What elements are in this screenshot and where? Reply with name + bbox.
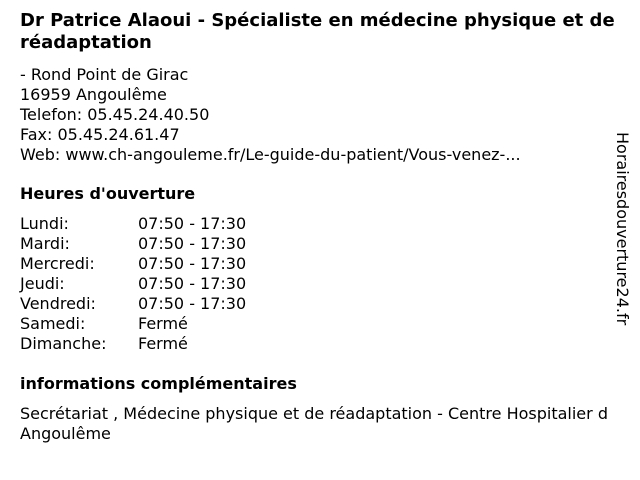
hours-row-wednesday — [20, 254, 246, 274]
hours-day: Lundi: — [20, 214, 69, 233]
hours-day: Mardi: — [20, 234, 70, 253]
hours-heading: Heures d'ouverture — [20, 184, 196, 203]
address-city: 16959 Angoulême — [20, 85, 167, 104]
info-heading: informations complémentaires — [20, 374, 297, 393]
hours-day: Samedi: — [20, 314, 86, 333]
info-text: Secrétariat , Médecine physique et de réadaptation - Centre Hospitalier d Angoulême — [20, 404, 608, 443]
fax-line: Fax: 05.45.24.61.47 — [20, 125, 180, 144]
hours-row-sunday — [20, 334, 246, 354]
hours-time: Fermé — [138, 314, 188, 333]
hours-time: 07:50 - 17:30 — [138, 234, 247, 253]
hours-time: 07:50 - 17:30 — [138, 214, 247, 233]
page-title: Dr Patrice Alaoui - Spécialiste en médecine physique et de réadaptation — [20, 10, 615, 53]
web-link[interactable]: Web: www.ch-angouleme.fr/Le-guide-du-patient/Vous-venez-... — [20, 145, 521, 164]
address-street: - Rond Point de Girac — [20, 65, 189, 84]
hours-row-saturday — [20, 314, 246, 334]
hours-time: 07:50 - 17:30 — [138, 294, 247, 313]
hours-day: Jeudi: — [20, 274, 65, 293]
watermark: Horairesdouverture24.fr — [613, 132, 632, 326]
address-block — [20, 65, 521, 165]
telefon-line: Telefon: 05.45.24.40.50 — [20, 105, 210, 124]
hours-day: Mercredi: — [20, 254, 95, 273]
hours-time: 07:50 - 17:30 — [138, 274, 247, 293]
hours-row-thursday — [20, 274, 246, 294]
hours-time: Fermé — [138, 334, 188, 353]
hours-table — [20, 214, 246, 354]
hours-time: 07:50 - 17:30 — [138, 254, 247, 273]
hours-day: Dimanche: — [20, 334, 107, 353]
hours-row-monday — [20, 214, 246, 234]
hours-day: Vendredi: — [20, 294, 96, 313]
hours-row-friday — [20, 294, 246, 314]
hours-row-tuesday — [20, 234, 246, 254]
